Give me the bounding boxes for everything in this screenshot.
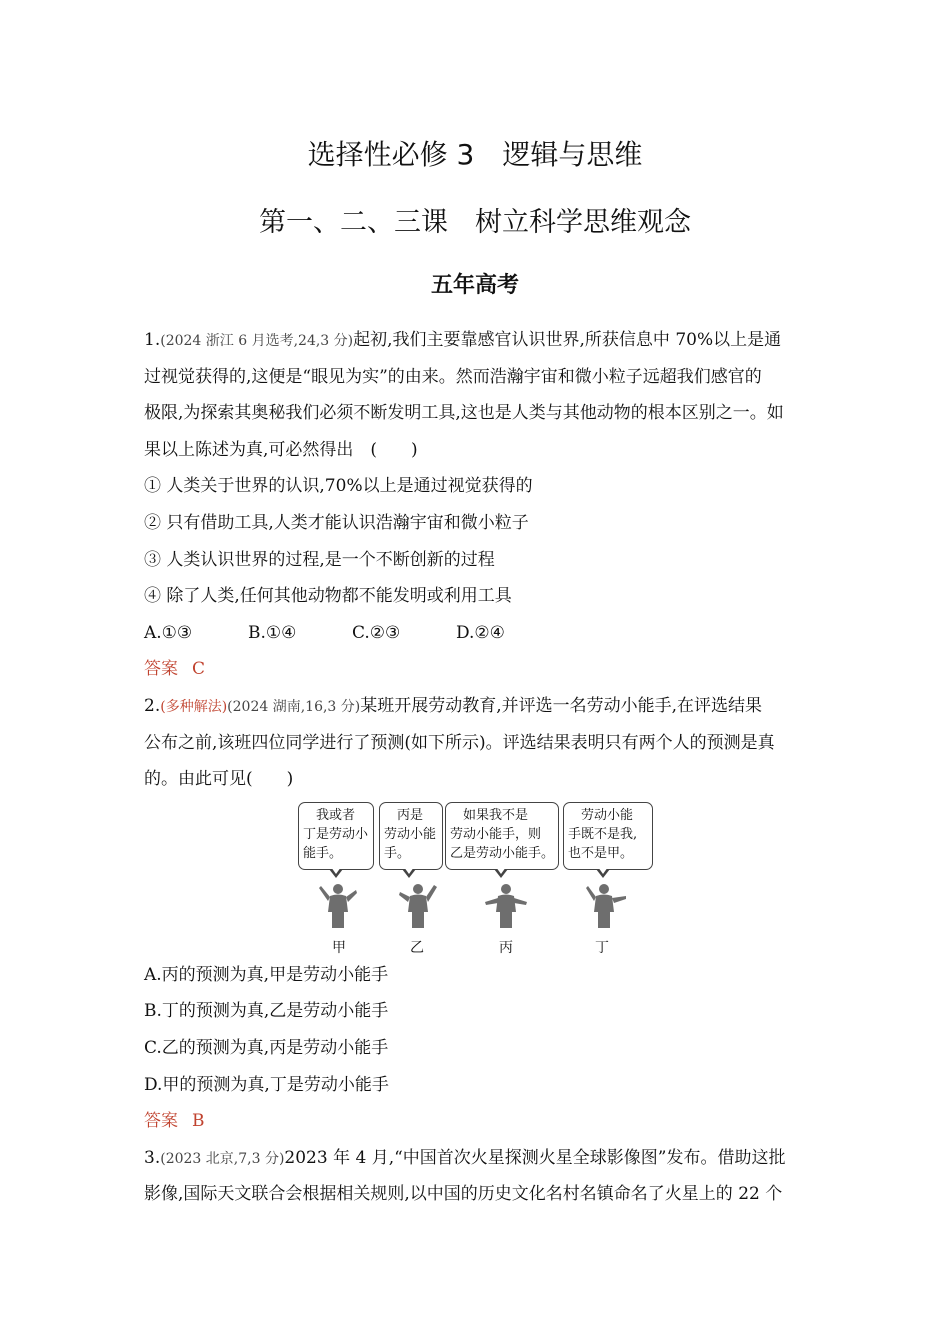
q2-option-d: D.甲的预测为真,丁是劳动小能手 [144, 1074, 389, 1095]
person-label-jia: 甲 [332, 939, 346, 956]
speech-yi-line-2: 劳动小能 [384, 826, 437, 842]
q2-option-c: C.乙的预测为真,丙是劳动小能手 [144, 1037, 389, 1058]
q1-options [144, 615, 810, 652]
speech-jia-line-2: 丁是劳动小 [303, 826, 369, 842]
q1-option-d: D.②④ [456, 622, 505, 643]
q3-line-1: 影像,国际天文联合会根据相关规则,以中国的历史文化名村名镇命名了火星上的 22 个 [144, 1184, 783, 1205]
person-label-yi: 乙 [410, 939, 424, 956]
q3-line-0 [144, 1140, 810, 1177]
speech-yi-line-1: 丙是 [384, 807, 424, 823]
q2-answer-value: B [192, 1111, 205, 1132]
person-jia-figure [316, 882, 360, 930]
q1-line-0 [144, 322, 810, 359]
q1-line-2: 极限,为探索其奥秘我们必须不断发明工具,这也是人类与其他动物的根本区别之一。如 [144, 403, 784, 424]
q1-number: 1. [144, 330, 161, 350]
q2-line-2: 的。由此可见( ) [144, 769, 294, 790]
bubble-tail [402, 869, 416, 878]
q3-stem: 2023 年 4 月,“中国首次火星探测火星全球影像图”发布。借助这批 [284, 1147, 786, 1168]
q2-line-0 [144, 688, 810, 725]
speech-bing-line-3: 乙是劳动小能手。 [450, 845, 555, 861]
bubble-tail [596, 869, 610, 878]
q1-option-a: A.①③ [144, 622, 193, 643]
section-title: 五年高考 [430, 273, 519, 298]
lesson-title: 第一、二、三课 树立科学思维观念 [259, 207, 691, 238]
speech-jia-line-1: 我或者 [303, 807, 356, 823]
speech-jia-line-3: 能手。 [303, 845, 343, 861]
bubble-tail [329, 869, 343, 878]
speech-bubble-bing [445, 802, 559, 870]
q1-item-3: ③ 人类认识世界的过程,是一个不断创新的过程 [144, 549, 495, 570]
speech-bubble-ding [563, 802, 653, 870]
q1-line-3: 果以上陈述为真,可必然得出 ( ) [144, 439, 418, 460]
speech-bing-line-1: 如果我不是 [450, 807, 529, 823]
speech-bubble-jia [298, 802, 374, 870]
q2-option-b: B.丁的预测为真,乙是劳动小能手 [144, 1001, 389, 1022]
speech-bubble-yi [379, 802, 443, 870]
q1-item-2: ② 只有借助工具,人类才能认识浩瀚宇宙和微小粒子 [144, 512, 529, 533]
q1-option-c: C.②③ [352, 622, 401, 643]
q1-item-4: ④ 除了人类,任何其他动物都不能发明或利用工具 [144, 586, 512, 607]
q1-answer-label: 答案 [144, 659, 178, 680]
speech-ding-line-2: 手既不是我, [568, 826, 638, 842]
person-label-ding: 丁 [595, 939, 609, 956]
q1-option-b: B.①④ [248, 622, 297, 643]
person-yi-figure [396, 882, 440, 930]
person-bing-figure [482, 882, 530, 930]
person-label-bing: 丙 [499, 939, 513, 956]
prediction-figure [144, 802, 810, 954]
person-ding-figure [582, 882, 630, 930]
q1-source: (2024 浙江 6 月选考,24,3 分) [160, 333, 354, 349]
q3-source: (2023 北京,7,3 分) [160, 1150, 285, 1167]
q1-answer-value: C [192, 659, 206, 680]
speech-bing-line-2: 劳动小能手，则 [450, 826, 542, 842]
questions [144, 322, 810, 1213]
q2-answer [144, 1103, 810, 1140]
q1-stem: 起初,我们主要靠感官认识世界,所获信息中 70%以上是通 [353, 330, 782, 350]
q2-answer-label: 答案 [144, 1111, 178, 1132]
q2-source: (2024 湖南,16,3 分) [227, 698, 361, 715]
q2-option-a: A.丙的预测为真,甲是劳动小能手 [144, 964, 389, 985]
main-title: 选择性必修 3 逻辑与思维 [307, 138, 643, 171]
q1-answer [144, 651, 810, 688]
q2-line-1: 公布之前,该班四位同学进行了预测(如下所示)。评选结果表明只有两个人的预测是真 [144, 732, 775, 753]
q1-line-1: 过视觉获得的,这便是“眼见为实”的由来。然而浩瀚宇宙和微小粒子远超我们感官的 [144, 366, 762, 387]
q2-number: 2. [144, 695, 161, 716]
q2-tag: (多种解法) [160, 698, 228, 715]
q3-number: 3. [144, 1147, 161, 1168]
bubble-tail [494, 869, 508, 878]
speech-yi-line-3: 手。 [384, 845, 411, 861]
q1-item-1: ① 人类关于世界的认识,70%以上是通过视觉获得的 [144, 476, 533, 497]
q2-stem: 某班开展劳动教育,并评选一名劳动小能手,在评选结果 [360, 695, 763, 716]
speech-ding-line-1: 劳动小能 [568, 807, 634, 823]
speech-ding-line-3: 也不是甲。 [568, 845, 634, 861]
